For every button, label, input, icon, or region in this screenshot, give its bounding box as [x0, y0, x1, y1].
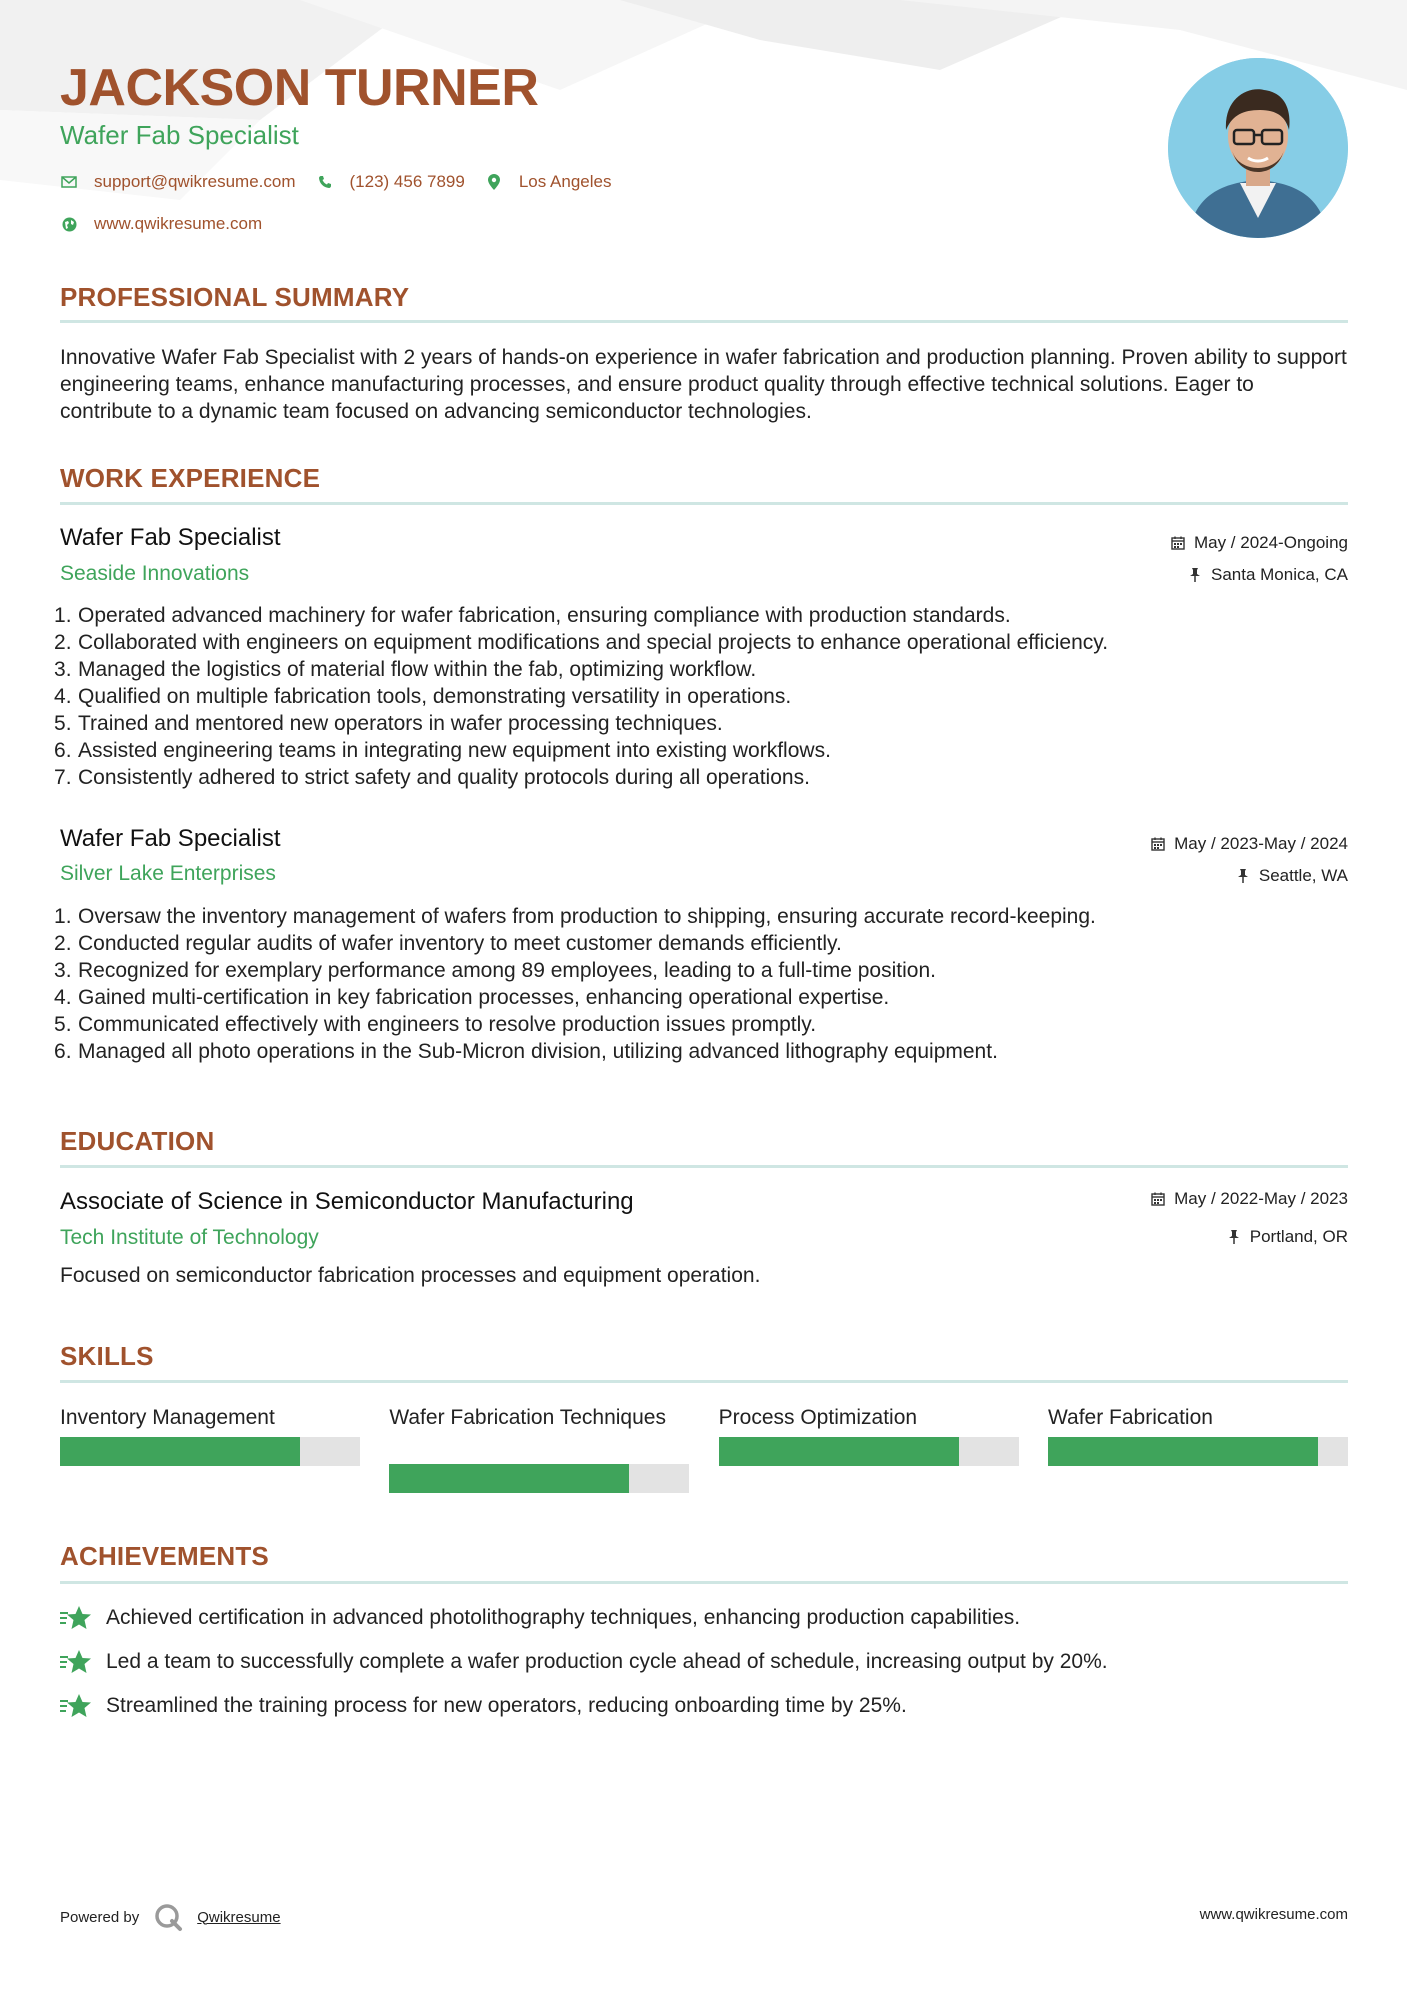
envelope-icon	[60, 173, 78, 191]
skills-list	[60, 1404, 1348, 1493]
skills-heading: SKILLS	[60, 1341, 154, 1371]
contact-phone[interactable]	[316, 172, 465, 192]
skill-item	[60, 1404, 360, 1493]
skill-name: Wafer Fabrication	[1047, 1406, 1213, 1429]
skills-divider	[60, 1380, 1348, 1383]
list-item: Qualified on multiple fabrication tools, demonstrating versatility in operations.	[78, 685, 792, 708]
location-text: Los Angeles	[518, 172, 612, 191]
job-title: Wafer Fab Specialist	[60, 524, 281, 551]
education-heading: EDUCATION	[60, 1126, 215, 1156]
contact-website[interactable]	[60, 214, 262, 234]
skill-name: Process Optimization	[718, 1406, 918, 1429]
website-text: www.qwikresume.com	[94, 214, 263, 233]
job-location-text: Seattle, WA	[1258, 866, 1348, 885]
experience-heading: WORK EXPERIENCE	[60, 463, 321, 493]
email-text: support@qwikresume.com	[94, 172, 296, 191]
list-item: Consistently adhered to strict safety and quality protocols during all operations.	[78, 766, 810, 789]
school-name: Tech Institute of Technology	[60, 1226, 319, 1249]
contact-row-secondary	[60, 214, 282, 234]
star-badge-icon	[60, 1692, 92, 1720]
job-dates	[1170, 533, 1348, 553]
education-divider	[60, 1165, 1348, 1168]
skill-name: Inventory Management	[60, 1406, 275, 1429]
list-item: Operated advanced machinery for wafer fabrication, ensuring compliance with production standards.	[78, 604, 1011, 627]
qwikresume-logo-icon	[153, 1902, 183, 1932]
skill-level-bar	[1048, 1437, 1348, 1466]
profile-photo	[1168, 58, 1348, 238]
map-pin-icon	[485, 173, 503, 191]
achievement-item	[60, 1648, 1350, 1676]
education-location	[1226, 1227, 1348, 1247]
candidate-role: Wafer Fab Specialist	[60, 120, 299, 150]
skill-name: Wafer Fabrication Techniques	[389, 1406, 666, 1429]
skill-level-bar	[60, 1437, 360, 1466]
pushpin-icon	[1235, 868, 1251, 884]
candidate-name: JACKSON TURNER	[60, 59, 539, 117]
star-badge-icon	[60, 1604, 92, 1632]
skill-item	[389, 1404, 689, 1493]
achievements-heading: ACHIEVEMENTS	[60, 1541, 269, 1571]
list-item: Recognized for exemplary performance among 89 employees, leading to a full-time position.	[78, 959, 936, 982]
skill-level-fill	[719, 1437, 959, 1466]
summary-heading: PROFESSIONAL SUMMARY	[60, 282, 410, 312]
education-location-text: Portland, OR	[1249, 1227, 1348, 1246]
summary-text: Innovative Wafer Fab Specialist with 2 years of hands-on experience in wafer fabrication and production planning. Proven ability to support engineering teams, enhance manufacturing processes, and ensure product quality through effective technical solutions. Eager to contribute to a dynamic team focused on advancing semiconductor technologies.	[60, 346, 1347, 423]
footer-website-link[interactable]: www.qwikresume.com	[1199, 1906, 1348, 1923]
calendar-icon	[1170, 535, 1186, 551]
phone-icon	[316, 173, 334, 191]
job-title: Wafer Fab Specialist	[60, 825, 281, 852]
skill-level-bar	[389, 1464, 689, 1493]
job-location-text: Santa Monica, CA	[1210, 565, 1348, 584]
degree-title: Associate of Science in Semiconductor Manufacturing	[60, 1188, 634, 1215]
globe-icon	[60, 215, 78, 233]
powered-by-label: Powered by	[60, 1908, 140, 1926]
contact-email[interactable]	[60, 172, 296, 192]
list-item: Communicated effectively with engineers to resolve production issues promptly.	[78, 1013, 817, 1036]
skill-item	[719, 1404, 1019, 1493]
achievement-item	[60, 1604, 1350, 1632]
job-location	[1187, 565, 1348, 585]
job-dates-text: May / 2024-Ongoing	[1193, 533, 1348, 552]
phone-text: (123) 456 7899	[349, 172, 465, 191]
job-dates-text: May / 2023-May / 2024	[1174, 834, 1348, 853]
education-dates-text: May / 2022-May / 2023	[1174, 1189, 1348, 1208]
achievement-text: Achieved certification in advanced photolithography techniques, enhancing production capabilities.	[106, 1606, 1021, 1629]
calendar-icon	[1150, 1191, 1166, 1207]
list-item: Oversaw the inventory management of wafers from production to shipping, ensuring accurate record-keeping.	[78, 905, 1096, 928]
job-dates	[1150, 834, 1348, 854]
pushpin-icon	[1187, 567, 1203, 583]
list-item: Conducted regular audits of wafer inventory to meet customer demands efficiently.	[78, 932, 842, 955]
star-badge-icon	[60, 1648, 92, 1676]
contact-location	[485, 172, 612, 192]
skill-item	[1048, 1404, 1348, 1493]
experience-divider	[60, 502, 1348, 505]
footer-powered-by	[60, 1902, 281, 1932]
list-item: Collaborated with engineers on equipment modifications and special projects to enhance operational efficiency.	[78, 631, 1109, 654]
education-dates	[1150, 1189, 1348, 1209]
list-item: Assisted engineering teams in integrating new equipment into existing workflows.	[78, 739, 831, 762]
job-responsibilities	[60, 903, 1350, 1065]
list-item: Gained multi-certification in key fabrication processes, enhancing operational expertise.	[78, 986, 890, 1009]
list-item: Managed all photo operations in the Sub-Micron division, utilizing advanced lithography equipment.	[78, 1040, 998, 1063]
list-item: Managed the logistics of material flow within the fab, optimizing workflow.	[78, 658, 757, 681]
company-name: Silver Lake Enterprises	[60, 862, 276, 885]
achievement-text: Streamlined the training process for new operators, reducing onboarding time by 25%.	[106, 1694, 907, 1717]
pushpin-icon	[1226, 1229, 1242, 1245]
contact-row-primary	[60, 172, 631, 192]
job-responsibilities	[60, 602, 1350, 791]
skill-level-bar	[719, 1437, 1019, 1466]
skill-level-fill	[60, 1437, 300, 1466]
achievement-text: Led a team to successfully complete a wafer production cycle ahead of schedule, increasing output by 20%.	[106, 1650, 1108, 1673]
calendar-icon	[1150, 836, 1166, 852]
achievements-divider	[60, 1581, 1348, 1584]
summary-divider	[60, 320, 1348, 323]
job-location	[1235, 866, 1348, 886]
achievement-item	[60, 1692, 1350, 1720]
skill-level-fill	[1048, 1437, 1318, 1466]
education-description: Focused on semiconductor fabrication processes and equipment operation.	[60, 1264, 761, 1287]
qwikresume-link[interactable]: Qwikresume	[197, 1908, 281, 1926]
skill-level-fill	[389, 1464, 629, 1493]
list-item: Trained and mentored new operators in wafer processing techniques.	[78, 712, 723, 735]
company-name: Seaside Innovations	[60, 562, 250, 585]
